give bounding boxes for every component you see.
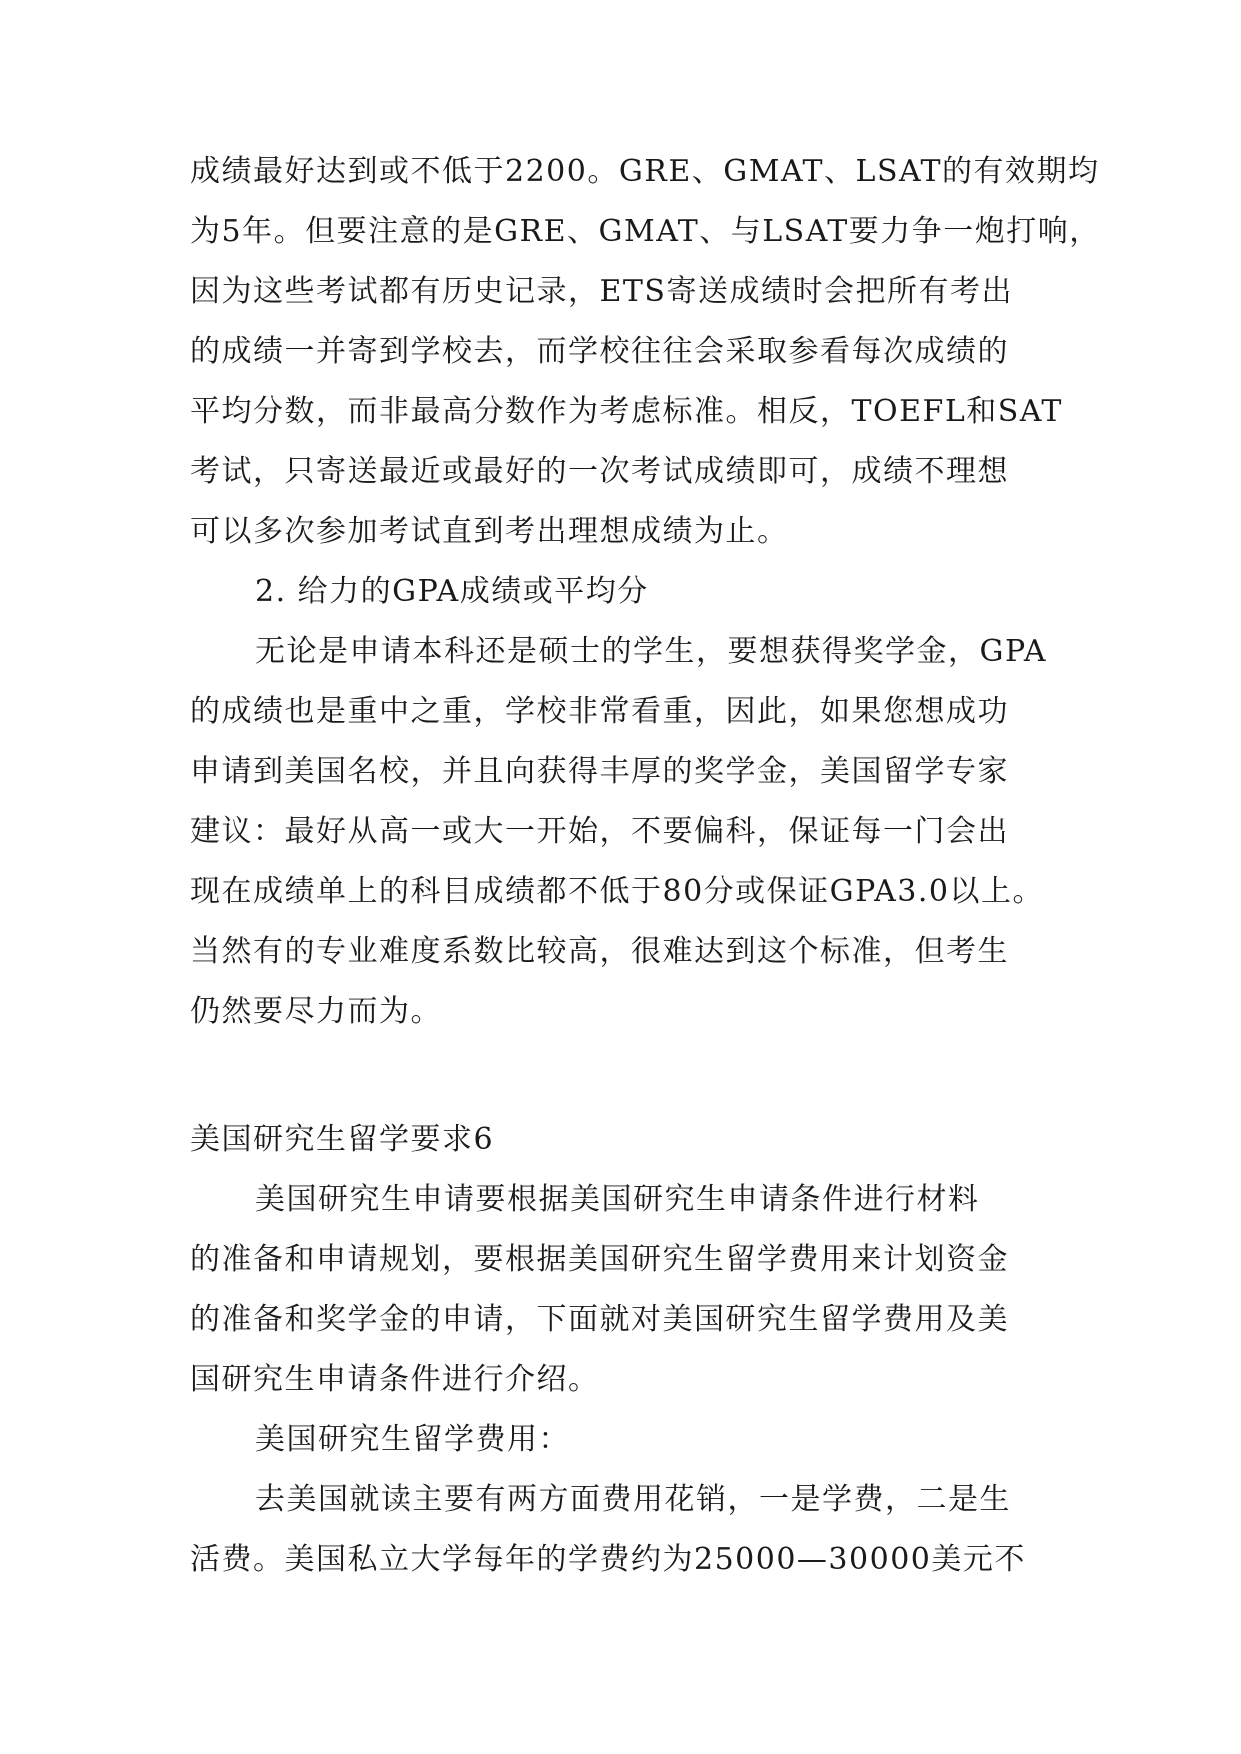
paragraph-line: 成绩最好达到或不低于2200。GRE、GMAT、LSAT的有效期均 [190,154,1100,189]
paragraph-line: 考试，只寄送最近或最好的一次考试成绩即可，成绩不理想 [190,454,1009,489]
paragraph-line: 活费。美国私立大学每年的学费约为25000—30000美元不 [190,1542,1026,1577]
section-heading: 2. 给力的GPA成绩或平均分 [255,574,649,609]
paragraph-line: 美国研究生申请要根据美国研究生申请条件进行材料 [255,1182,980,1217]
paragraph-line: 现在成绩单上的科目成绩都不低于80分或保证GPA3.0以上。 [190,874,1044,909]
paragraph-line: 申请到美国名校，并且向获得丰厚的奖学金，美国留学专家 [190,754,1009,789]
paragraph-line: 国研究生申请条件进行介绍。 [190,1362,600,1397]
subheading: 美国研究生留学费用： [255,1422,570,1457]
paragraph-line: 仍然要尽力而为。 [190,994,442,1029]
paragraph-line: 因为这些考试都有历史记录，ETS寄送成绩时会把所有考出 [190,274,1013,309]
paragraph-line: 去美国就读主要有两方面费用花销，一是学费，二是生 [255,1482,1011,1517]
paragraph-line: 当然有的专业难度系数比较高，很难达到这个标准，但考生 [190,934,1009,969]
paragraph-line: 建议：最好从高一或大一开始，不要偏科，保证每一门会出 [190,814,1009,849]
paragraph-line: 为5年。但要注意的是GRE、GMAT、与LSAT要力争一炮打响， [190,214,1101,249]
paragraph-line: 的成绩也是重中之重，学校非常看重，因此，如果您想成功 [190,694,1009,729]
paragraph-line: 的准备和奖学金的申请，下面就对美国研究生留学费用及美 [190,1302,1009,1337]
paragraph-line: 的成绩一并寄到学校去，而学校往往会采取参看每次成绩的 [190,334,1009,369]
paragraph-line: 可以多次参加考试直到考出理想成绩为止。 [190,514,789,549]
paragraph-line: 平均分数，而非最高分数作为考虑标准。相反，TOEFL和SAT [190,394,1063,429]
paragraph-line: 的准备和申请规划，要根据美国研究生留学费用来计划资金 [190,1242,1009,1277]
section-title: 美国研究生留学要求6 [190,1122,495,1157]
paragraph-line: 无论是申请本科还是硕士的学生，要想获得奖学金，GPA [255,634,1048,669]
